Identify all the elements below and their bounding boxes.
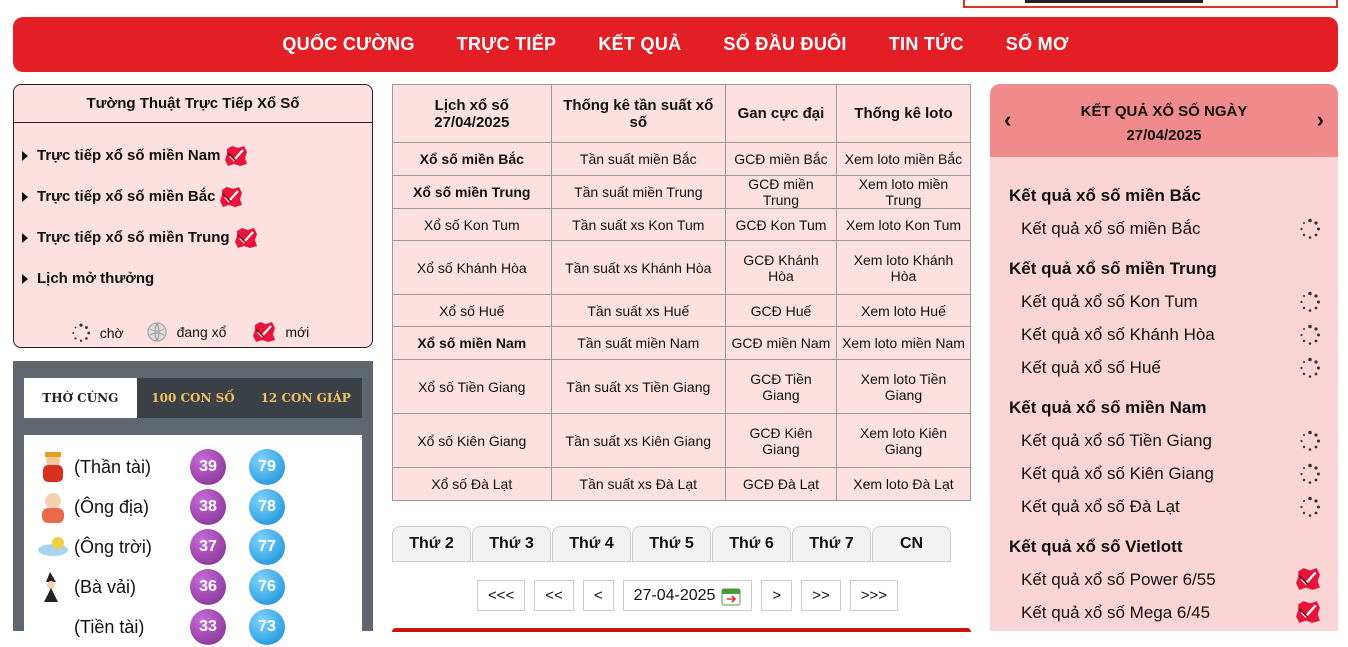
nav-tin-tuc[interactable]: TIN TỨC	[888, 34, 964, 54]
table-row: Xổ số Kiên Giang Tần suất xs Kiên Giang GCĐ Kiên Giang Xem loto Kiên Giang	[393, 414, 971, 468]
table-row: Xổ số Khánh Hòa Tần suất xs Khánh Hòa GCĐ Khánh Hòa Xem loto Khánh Hòa	[393, 241, 971, 295]
result-link[interactable]: Kết quả xổ số Tiền Giang	[1021, 424, 1321, 457]
result-link[interactable]: Kết quả xổ số Huế	[1021, 351, 1321, 384]
nav-ket-qua[interactable]: KẾT QUẢ	[598, 34, 682, 54]
lottery-stats-table	[392, 84, 971, 501]
result-link[interactable]: Kết quả xổ số Kiên Giang	[1021, 457, 1321, 490]
tab-thu-4[interactable]: Thứ 4	[552, 526, 631, 562]
results-header	[990, 84, 1338, 157]
new-check-icon	[252, 321, 276, 343]
table-row: Xổ số miền Bắc Tần suất miền Bắc GCĐ miền Bắc Xem loto miền Bắc	[393, 143, 971, 176]
results-date: 27/04/2025	[1126, 127, 1202, 144]
number-ball: 78	[249, 489, 285, 525]
last-page-button[interactable]: >>>	[850, 580, 898, 611]
new-check-icon	[224, 145, 248, 167]
date-value: 27-04-2025	[633, 587, 716, 604]
live-item-mien-bac[interactable]: Trực tiếp xổ số miền Bắc	[22, 176, 372, 217]
first-page-button[interactable]: <<<	[477, 580, 525, 611]
table-row: Xổ số Tiền Giang Tần suất xs Tiền Giang GCĐ Tiền Giang Xem loto Tiền Giang	[393, 360, 971, 414]
table-header: Thống kê loto	[836, 85, 970, 143]
result-link[interactable]: Kết quả xổ số miền Bắc	[1021, 212, 1321, 245]
date-picker[interactable]	[623, 580, 753, 611]
tab-tho-cung[interactable]: THỜ CÚNG	[24, 378, 137, 418]
waiting-spinner-icon	[1299, 291, 1321, 313]
waiting-spinner-icon	[71, 323, 91, 343]
chevron-right-icon[interactable]: ›	[1316, 107, 1324, 132]
new-check-icon	[219, 186, 243, 208]
new-check-icon	[1295, 600, 1321, 624]
caret-right-icon	[22, 274, 28, 284]
drawing-globe-icon	[146, 321, 168, 343]
tab-100-con-so[interactable]: 100 CON SỐ	[151, 391, 235, 405]
number-ball: 39	[190, 449, 226, 485]
number-row: (Ông địa) 38 78	[24, 487, 362, 527]
results-by-date-panel	[990, 84, 1338, 631]
waiting-spinner-icon	[1299, 430, 1321, 452]
number-row: (Bà vải) 36 76	[24, 567, 362, 607]
number-row: (Thần tài) 39 79	[24, 447, 362, 487]
nav-truc-tiep[interactable]: TRỰC TIẾP	[456, 34, 557, 54]
number-ball: 77	[249, 529, 285, 565]
nav-so-mo[interactable]: SỐ MƠ	[1005, 34, 1069, 54]
number-ball: 36	[190, 569, 226, 605]
tab-thu-2[interactable]: Thứ 2	[392, 526, 471, 562]
status-legend: chờ đang xổ mới	[14, 321, 372, 346]
tab-thu-5[interactable]: Thứ 5	[632, 526, 711, 562]
result-link[interactable]: Kết quả xổ số Kon Tum	[1021, 285, 1321, 318]
table-header: Lịch xổ số 27/04/2025	[393, 85, 552, 143]
tab-thu-6[interactable]: Thứ 6	[712, 526, 791, 562]
next-week-button[interactable]: >>	[801, 580, 841, 611]
weekday-tabs	[392, 526, 951, 562]
section-mien-bac[interactable]: Kết quả xổ số miền Bắc	[1009, 186, 1201, 205]
section-mien-trung[interactable]: Kết quả xổ số miền Trung	[1009, 259, 1217, 278]
number-row: (Ông trời) 37 77	[24, 527, 362, 567]
main-nav	[13, 17, 1338, 72]
money-icon	[36, 610, 70, 644]
number-row: (Tiền tài) 33 73	[24, 607, 362, 647]
prev-day-button[interactable]: <	[583, 580, 614, 611]
tab-thu-3[interactable]: Thứ 3	[472, 526, 551, 562]
section-vietlott[interactable]: Kết quả xổ số Vietlott	[1009, 537, 1183, 556]
table-header: Gan cực đại	[726, 85, 837, 143]
results-title: KẾT QUẢ XỔ SỐ NGÀY	[1080, 103, 1248, 120]
result-link[interactable]: Kết quả xổ số Mega 6/45	[1021, 596, 1321, 629]
caret-right-icon	[22, 151, 28, 161]
caret-right-icon	[22, 233, 28, 243]
calendar-icon[interactable]	[721, 586, 741, 606]
number-ball: 33	[190, 609, 226, 645]
live-item-mien-nam[interactable]: Trực tiếp xổ số miền Nam	[22, 135, 372, 176]
table-row: Xổ số Đà Lạt Tần suất xs Đà Lạt GCĐ Đà Lạt Xem loto Đà Lạt	[393, 468, 971, 501]
number-ball: 37	[190, 529, 226, 565]
table-row: Xổ số Huế Tần suất xs Huế GCĐ Huế Xem loto Huế	[393, 295, 971, 327]
waiting-spinner-icon	[1299, 496, 1321, 518]
chevron-left-icon[interactable]: ‹	[1004, 107, 1012, 132]
numbers-panel	[24, 435, 362, 635]
waiting-spinner-icon	[1299, 218, 1321, 240]
number-ball: 76	[249, 569, 285, 605]
date-pager	[477, 580, 898, 611]
number-ball: 73	[249, 609, 285, 645]
live-broadcast-box	[13, 84, 373, 348]
table-row: Xổ số miền Nam Tần suất miền Nam GCĐ miền Nam Xem loto miền Nam	[393, 327, 971, 360]
numbers-tabs	[24, 378, 362, 418]
tab-12-con-giap[interactable]: 12 CON GIÁP	[260, 391, 351, 405]
prev-week-button[interactable]: <<	[534, 580, 574, 611]
waiting-spinner-icon	[1299, 324, 1321, 346]
earth-god-icon	[36, 490, 70, 524]
top-search-frame	[963, 0, 1338, 8]
caret-right-icon	[22, 192, 28, 202]
sky-cloud-icon	[36, 530, 70, 564]
table-row: Xổ số Kon Tum Tần suất xs Kon Tum GCĐ Kon Tum Xem loto Kon Tum	[393, 209, 971, 241]
waiting-spinner-icon	[1299, 463, 1321, 485]
result-link[interactable]: Kết quả xổ số Power 6/55	[1021, 563, 1321, 596]
tab-thu-7[interactable]: Thứ 7	[792, 526, 871, 562]
result-link[interactable]: Kết quả xổ số Khánh Hòa	[1021, 318, 1321, 351]
live-box-title: Tường Thuật Trực Tiếp Xổ Số	[14, 85, 372, 123]
number-ball: 79	[249, 449, 285, 485]
live-item-lich-mo-thuong[interactable]: Lịch mở thưởng	[22, 258, 372, 299]
table-header: Thống kê tần suất xổ số	[551, 85, 725, 143]
lucky-numbers-box	[13, 361, 373, 637]
section-divider	[392, 628, 971, 632]
live-item-mien-trung[interactable]: Trực tiếp xổ số miền Trung	[22, 217, 372, 258]
next-day-button[interactable]: >	[761, 580, 792, 611]
waiting-spinner-icon	[1299, 357, 1321, 379]
god-of-wealth-icon	[36, 450, 70, 484]
tab-chu-nhat[interactable]: CN	[872, 526, 951, 562]
new-check-icon	[1295, 567, 1321, 591]
result-link[interactable]: Kết quả xổ số Đà Lạt	[1021, 490, 1321, 523]
section-mien-nam[interactable]: Kết quả xổ số miền Nam	[1009, 398, 1207, 417]
table-row: Xổ số miền Trung Tần suất miền Trung GCĐ miền Trung Xem loto miền Trung	[393, 176, 971, 209]
nav-quoc-cuong[interactable]: QUỐC CƯỜNG	[282, 34, 415, 54]
nav-so-dau-duoi[interactable]: SỐ ĐẦU ĐUÔI	[723, 34, 847, 54]
number-ball: 38	[190, 489, 226, 525]
witch-icon	[36, 570, 70, 604]
new-check-icon	[234, 227, 258, 249]
